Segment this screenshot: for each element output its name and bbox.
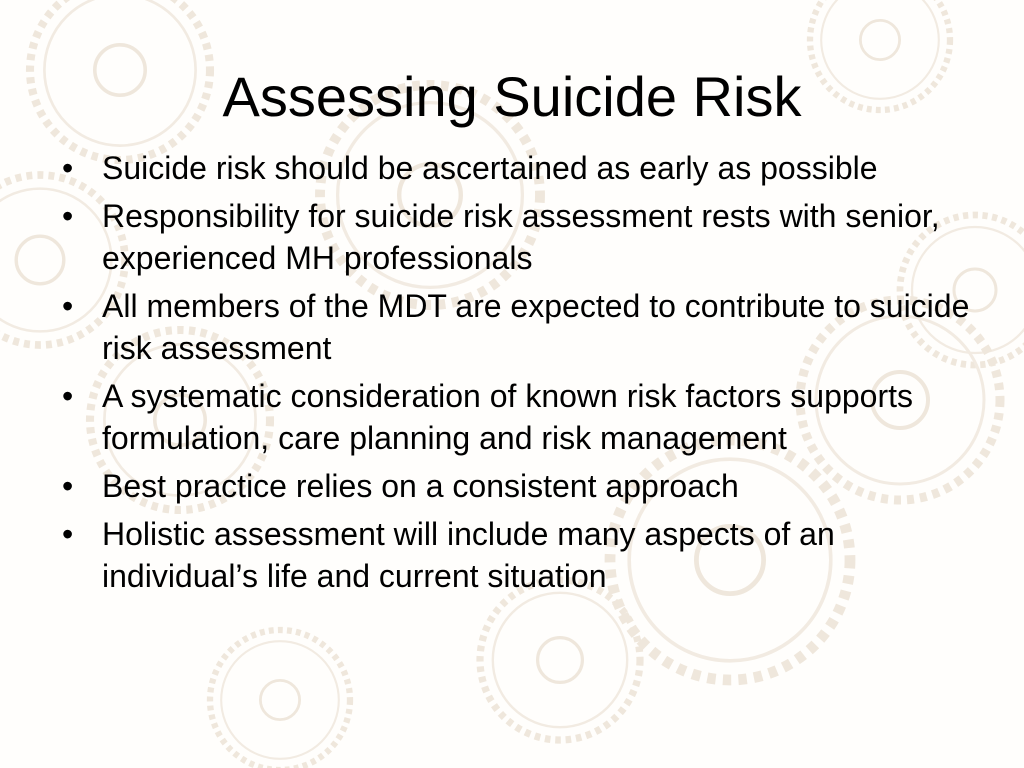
bullet-text: Best practice relies on a consistent approach: [102, 468, 739, 504]
bullet-item: [56, 195, 976, 279]
bullet-list: [56, 147, 976, 603]
gear-icon: [480, 580, 640, 740]
gear-icon: [210, 630, 350, 768]
bullet-item: [56, 147, 976, 189]
bullet-icon: •: [62, 288, 74, 324]
slide-title: Assessing Suicide Risk: [222, 65, 802, 128]
bullet-icon: •: [62, 198, 74, 234]
bullet-item: [56, 375, 976, 459]
bullet-icon: •: [62, 378, 74, 414]
bullet-item: [56, 285, 976, 369]
bullet-item: [56, 513, 976, 597]
bullet-text: All members of the MDT are expected to contribute to suicide risk assessment: [102, 288, 970, 366]
bullet-icon: •: [62, 150, 74, 186]
bullet-icon: •: [62, 468, 74, 504]
bullet-text: A systematic consideration of known risk factors supports formulation, care planning and risk management: [102, 378, 914, 456]
bullet-text: Responsibility for suicide risk assessment rests with senior, experienced MH professionals: [102, 198, 940, 276]
bullet-text: Suicide risk should be ascertained as early as possible: [102, 150, 878, 186]
bullet-icon: •: [62, 516, 74, 552]
bullet-item: [56, 465, 976, 507]
bullet-text: Holistic assessment will include many aspects of an individual’s life and current situation: [102, 516, 835, 594]
